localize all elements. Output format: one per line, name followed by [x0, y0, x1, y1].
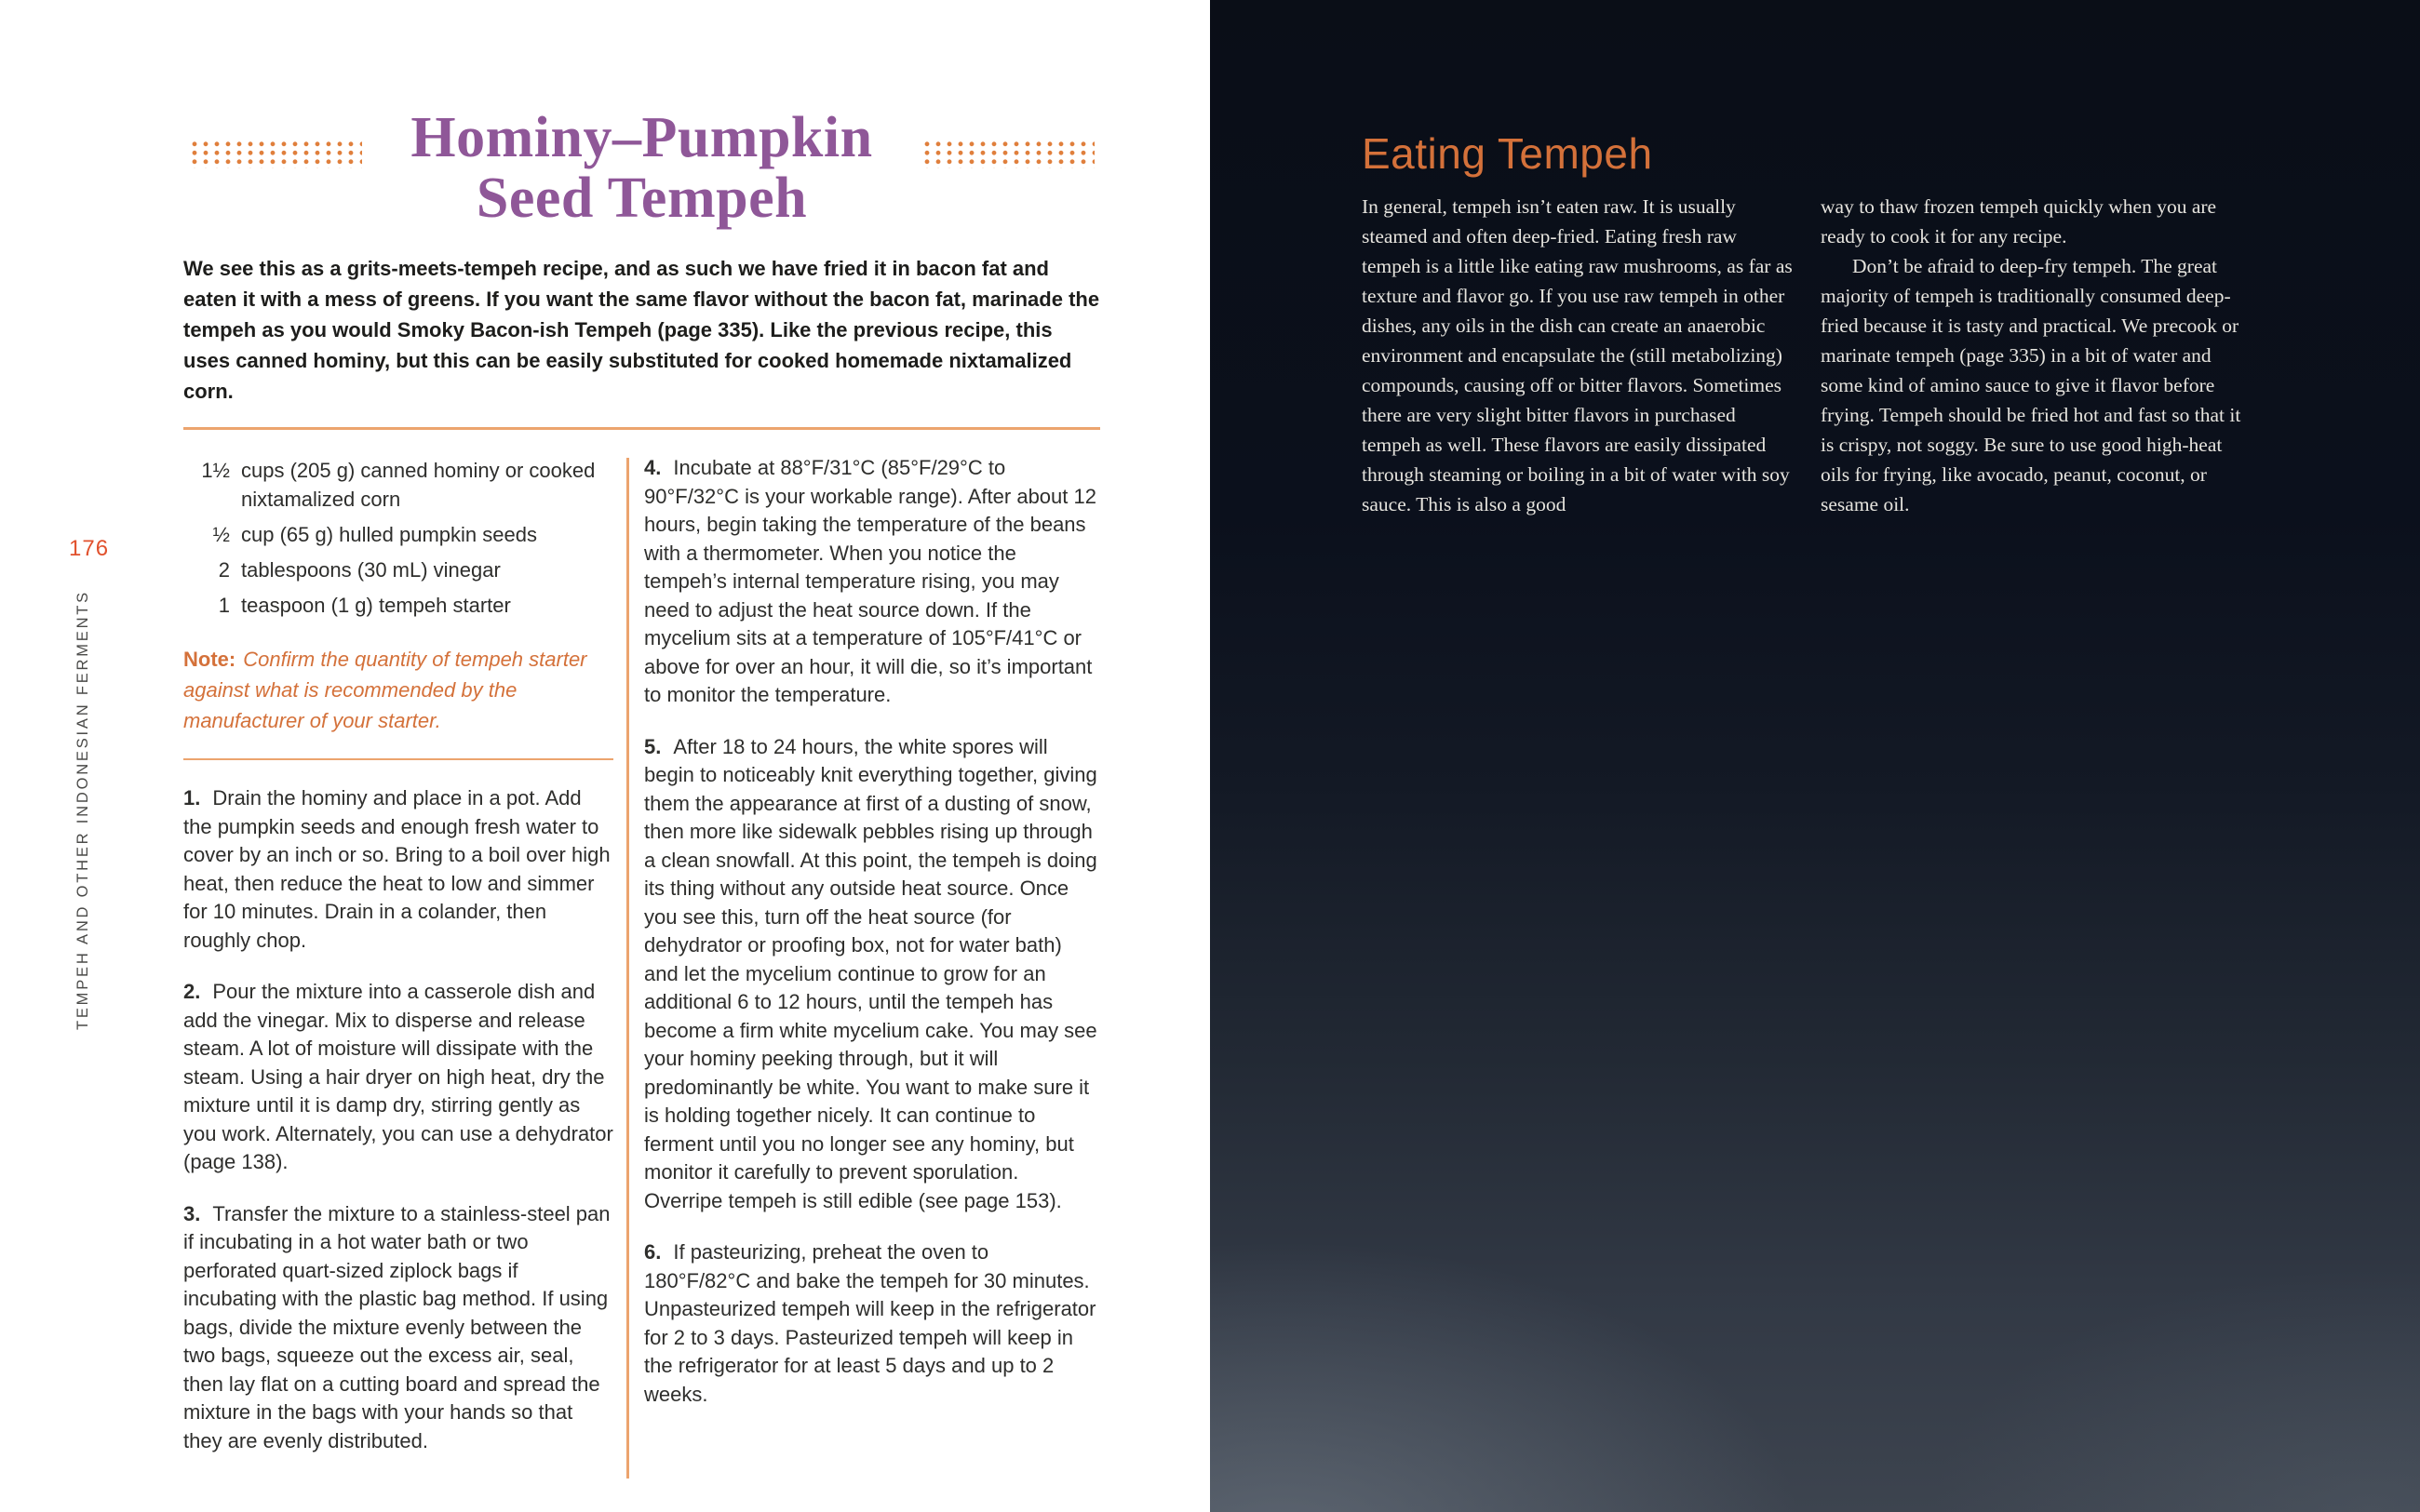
step-5 — [644, 733, 1100, 1216]
step-1-number: 1. — [183, 786, 201, 810]
photo-page — [1210, 0, 2420, 1512]
step-6-text: If pasteurizing, preheat the oven to 180°F/82°C and bake the tempeh for 30 minutes. Unpasteurized tempeh will keep in the refrigerator for 2 to 3 days. Pasteurized tempeh will keep in the refrigerator for at least 5 days and up to 2 weeks. — [644, 1240, 1096, 1406]
step-3-text: Transfer the mixture to a stainless-steel pan if incubating in a hot water bath or two perforated quart-sized ziplock bags if incubating with the plastic bag method. If using bags, divide the mixture evenly between the two bags, squeeze out the excess air, seal, then lay flat on a cutting board and spread the mixture in the bags with your hands so that they are evenly distributed. — [183, 1201, 611, 1452]
step-5-text: After 18 to 24 hours, the white spores will begin to noticeably knit everything together, giving them the appearance at first of a dusting of snow, then more like sidewalk pebbles rising up through a clean snowfall. At this point, the tempeh is doing its thing without any outside heat source. Once you see this, turn off the heat source (for dehydrator or proofing box, not for water bath) and let the mycelium continue to grow for an additional 6 to 12 hours, until the tempeh has become a firm white mycelium cake. You may see your hominy peeking through, but it will predominantly be white. You want to make sure it is holding together nicely. It can continue to ferment until you no longer see any hominy, but monitor it carefully to prevent sporulation. Overripe tempeh is still edible (see page 153). — [644, 734, 1097, 1212]
step-1-text: Drain the hominy and place in a pot. Add the pumpkin seeds and enough fresh water to cover by an inch or so. Bring to a boil over high heat, then reduce the heat to low and simmer for 10 minutes. Drain in a colander, then roughly chop. — [183, 786, 611, 952]
recipe-intro: We see this as a grits-meets-tempeh recipe, and as such we have fried it in bacon fat and eaten it with a mess of greens. If you want the same flavor without the bacon fat, marinade the tempeh as you would Smoky Bacon-ish Tempeh (page 335). Like the previous recipe, this uses canned hominy, but this can be easily substituted for cooked homemade nixtamalized corn. — [183, 257, 1100, 403]
ingredient-text: tablespoons (30 mL) vinegar — [241, 558, 501, 582]
stack-shadow-left — [1210, 0, 1601, 74]
ingredient-text: cup (65 g) hulled pumpkin seeds — [241, 523, 537, 546]
ingredient-qty: 2 — [218, 558, 230, 582]
chapter-sidebar-title: TEMPEH AND OTHER INDONESIAN FERMENTS — [74, 590, 91, 1031]
ornament-dots-left-icon — [189, 140, 362, 168]
photo-stone-plate — [1331, 1010, 2369, 1452]
ingredient-text: cups (205 g) canned hominy or cooked nixtamalized corn — [241, 459, 596, 511]
column-divider — [626, 458, 629, 1479]
eating-tempeh-column-1 — [1362, 192, 1794, 519]
step-6 — [644, 1238, 1100, 1409]
recipe-right-column — [644, 454, 1100, 1479]
eating-tempeh-heading: Eating Tempeh — [1362, 129, 1653, 178]
eating-tempeh-paragraph: In general, tempeh isn’t eaten raw. It is usually steamed and often deep-fried. Eating fresh raw tempeh is a little like eating raw mushrooms, as far as texture and flavor go. If you use raw tempeh in other dishes, any oils in the dish can create an anaerobic environment and encapsulate the (still metabolizing) compounds, causing off or bitter flavors. Sometimes there are very slight bitter flavors in purchased tempeh as well. These flavors are easily dissipated through steaming or boiling in a bit of water with soy sauce. This is also a good — [1362, 195, 1793, 515]
ornament-dots-right-icon — [921, 140, 1095, 168]
step-4-text: Incubate at 88°F/31°C (85°F/29°C to 90°F/32°C is your workable range). After about 12 hours, begin taking the temperature of the beans with a thermometer. When you notice the tempeh’s internal temperature rising, you may need to adjust the heat source down. If the mycelium sits at a temperature of 105°F/41°C or above for over an hour, it will die, so it’s important to monitor the temperature. — [644, 456, 1096, 706]
eating-tempeh-paragraph: Don’t be afraid to deep-fry tempeh. The great majority of tempeh is traditionally consumed deep-fried because it is tasty and practical. We precook or marinate tempeh (page 335) in a bit of water and some kind of amino sauce to give it flavor before frying. Tempeh should be fried hot and fast so that it is crispy, not soggy. Be sure to use good high-heat oils for frying, like avocado, peanut, coconut, or sesame oil. — [1821, 255, 2241, 515]
ingredient-qty: 1 — [218, 594, 230, 617]
note-text: Confirm the quantity of tempeh starter against what is recommended by the manufacturer of your starter. — [183, 648, 587, 732]
step-2 — [183, 978, 613, 1177]
step-4-number: 4. — [644, 456, 662, 479]
page-number: 176 — [69, 536, 110, 561]
recipe-left-column — [183, 454, 613, 1479]
recipe-title — [183, 108, 1100, 229]
column-rule — [183, 758, 613, 760]
sandwich-stack-right — [1210, 701, 1584, 1117]
step-3-number: 3. — [183, 1201, 201, 1225]
recipe-note — [183, 644, 613, 736]
step-2-text: Pour the mixture into a casserole dish and add the vinegar. Mix to disperse and release steam. A lot of moisture will dissipate with the steam. Using a hair dryer on high heat, dry the mixture until it is damp dry, stirring gently as you work. Alternately, you can use a dehydrator (page 138). — [183, 980, 613, 1173]
recipe-title-block — [183, 108, 1100, 229]
step-1 — [183, 784, 613, 955]
eating-tempeh-column-2 — [1821, 192, 2252, 519]
recipe-columns — [183, 454, 1100, 1479]
sandwich-right-top — [1210, 701, 1584, 917]
step-4 — [644, 454, 1100, 710]
ingredient-qty: ½ — [212, 523, 230, 546]
step-3 — [183, 1200, 613, 1456]
note-label: Note: — [183, 648, 236, 671]
step-5-number: 5. — [644, 734, 662, 758]
ingredients-list — [183, 456, 613, 620]
eating-tempeh-paragraph: way to thaw frozen tempeh quickly when you are ready to cook it for any recipe. — [1821, 195, 2217, 248]
step-6-number: 6. — [644, 1240, 662, 1264]
ingredient-qty: 1½ — [201, 459, 230, 482]
recipe-title-line1: Hominy–Pumpkin — [410, 106, 873, 169]
section-rule — [183, 427, 1100, 430]
recipe-title-line2: Seed Tempeh — [476, 167, 808, 230]
step-2-number: 2. — [183, 980, 201, 1003]
ingredient-text: teaspoon (1 g) tempeh starter — [241, 594, 511, 617]
recipe-content — [183, 108, 1100, 1479]
